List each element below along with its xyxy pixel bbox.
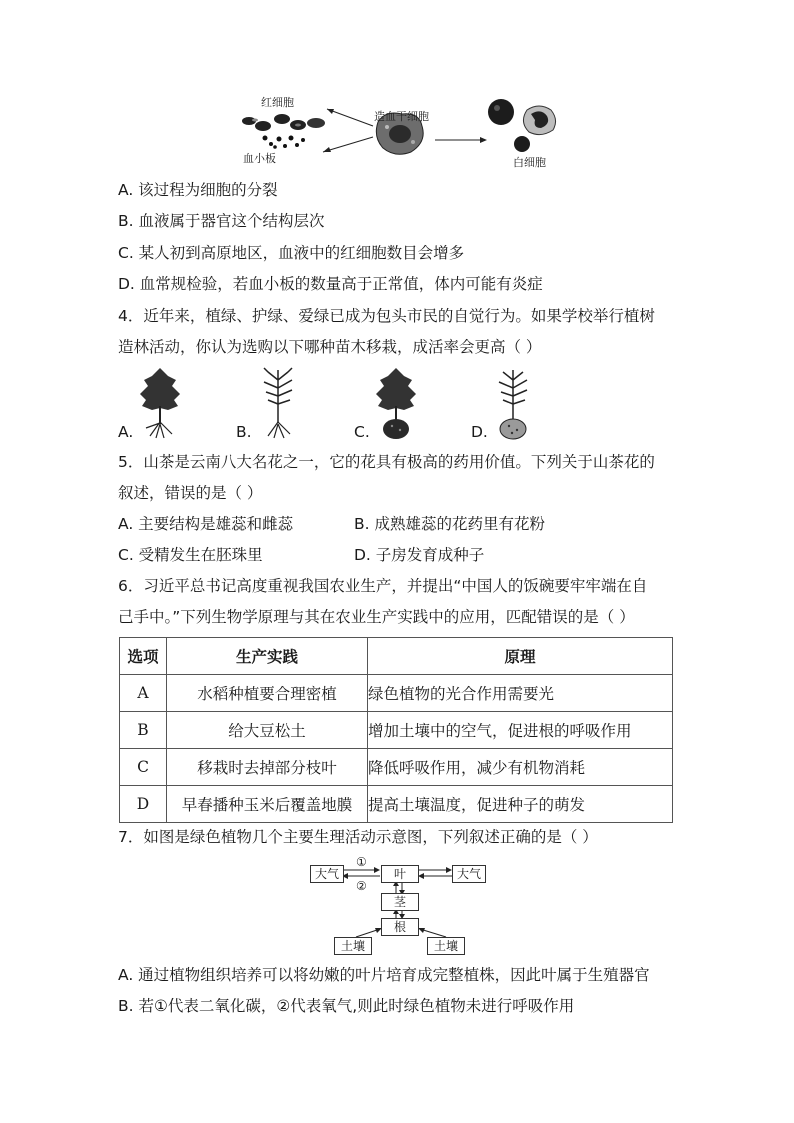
atmosphere-left-box: 大气 — [310, 865, 344, 883]
q4-option-c — [354, 366, 434, 442]
atmosphere-right-box: 大气 — [452, 865, 486, 883]
q6-stem-line2: 己手中。”下列生物学原理与其在农业生产实践中的应用，匹配错误的是（ ） — [118, 608, 635, 626]
root-box: 根 — [381, 918, 419, 936]
row-practice: 早春播种玉米后覆盖地膜 — [167, 786, 368, 823]
tree-leafy-soil-ball-icon — [370, 366, 422, 440]
blood-cell-figure — [235, 92, 580, 172]
q3-option-b: B. 血液属于器官这个结构层次 — [118, 212, 325, 230]
tree-bare-branches-soil-ball-icon — [487, 366, 539, 440]
soil-left-box: 土壤 — [334, 937, 372, 955]
marker-1: ① — [356, 855, 367, 869]
row-principle: 增加土壤中的空气，促进根的呼吸作用 — [368, 712, 673, 749]
row-practice: 水稻种植要合理密植 — [167, 675, 368, 712]
row-principle: 提高土壤温度，促进种子的萌发 — [368, 786, 673, 823]
tree-leafy-bare-roots-icon — [134, 366, 186, 440]
q5-option-a: A. 主要结构是雄蕊和雌蕊 — [118, 515, 294, 533]
row-practice: 给大豆松土 — [167, 712, 368, 749]
q4-stem-line1: 4．近年来，植绿、护绿、爱绿已成为包头市民的自觉行为。如果学校举行植树 — [118, 307, 655, 325]
q4-option-d-label: D. — [471, 423, 488, 441]
q4-option-c-label: C. — [354, 423, 370, 441]
q5-option-c: C. 受精发生在胚珠里 — [118, 546, 263, 564]
q4-option-a-label: A. — [118, 423, 134, 441]
q3-option-d: D. 血常规检验，若血小板的数量高于正常值，体内可能有炎症 — [118, 275, 543, 293]
header-principle: 原理 — [368, 638, 673, 675]
q6-table — [119, 637, 673, 823]
q7-stem: 7．如图是绿色植物几个主要生理活动示意图，下列叙述正确的是（ ） — [118, 828, 598, 846]
platelet-label: 血小板 — [243, 152, 276, 165]
table-row — [120, 786, 673, 823]
row-option: C — [120, 749, 167, 786]
stem-box: 茎 — [381, 893, 419, 911]
table-row — [120, 749, 673, 786]
q6-stem-line1: 6．习近平总书记高度重视我国农业生产，并提出“中国人的饭碗要牢牢端在自 — [118, 577, 648, 595]
q4-option-d — [471, 366, 551, 442]
q5-stem-line2: 叙述，错误的是（ ） — [118, 484, 263, 502]
row-principle: 绿色植物的光合作用需要光 — [368, 675, 673, 712]
wbc-label: 白细胞 — [513, 156, 546, 169]
tree-bare-branches-bare-roots-icon — [252, 366, 304, 440]
table-row — [120, 712, 673, 749]
q5-option-d: D. 子房发育成种子 — [354, 546, 485, 564]
plant-activity-diagram — [300, 855, 500, 957]
row-principle: 降低呼吸作用，减少有机物消耗 — [368, 749, 673, 786]
table-header-row — [120, 638, 673, 675]
q5-stem-line1: 5．山茶是云南八大名花之一，它的花具有极高的药用价值。下列关于山茶花的 — [118, 453, 655, 471]
header-practice: 生产实践 — [167, 638, 368, 675]
q4-option-b-label: B. — [236, 423, 252, 441]
q3-option-a: A. 该过程为细胞的分裂 — [118, 181, 278, 199]
leaf-box: 叶 — [381, 865, 419, 883]
q4-option-a — [118, 366, 198, 442]
q3-option-c: C. 某人初到高原地区，血液中的红细胞数目会增多 — [118, 244, 465, 262]
q7-option-b: B. 若①代表二氧化碳，②代表氧气,则此时绿色植物未进行呼吸作用 — [118, 997, 575, 1015]
q4-stem-line2: 造林活动，你认为选购以下哪种苗木移栽，成活率会更高（ ） — [118, 338, 542, 356]
row-practice: 移栽时去掉部分枝叶 — [167, 749, 368, 786]
q7-option-a: A. 通过植物组织培养可以将幼嫩的叶片培育成完整植株，因此叶属于生殖器官 — [118, 966, 650, 984]
q4-option-b — [236, 366, 316, 442]
table-row — [120, 675, 673, 712]
row-option: B — [120, 712, 167, 749]
stem-cell-label: 造血干细胞 — [374, 110, 429, 123]
header-option: 选项 — [120, 638, 167, 675]
q5-option-b: B. 成熟雄蕊的花药里有花粉 — [354, 515, 545, 533]
marker-2: ② — [356, 879, 367, 893]
row-option: D — [120, 786, 167, 823]
soil-right-box: 土壤 — [427, 937, 465, 955]
rbc-label: 红细胞 — [261, 96, 294, 109]
row-option: A — [120, 675, 167, 712]
